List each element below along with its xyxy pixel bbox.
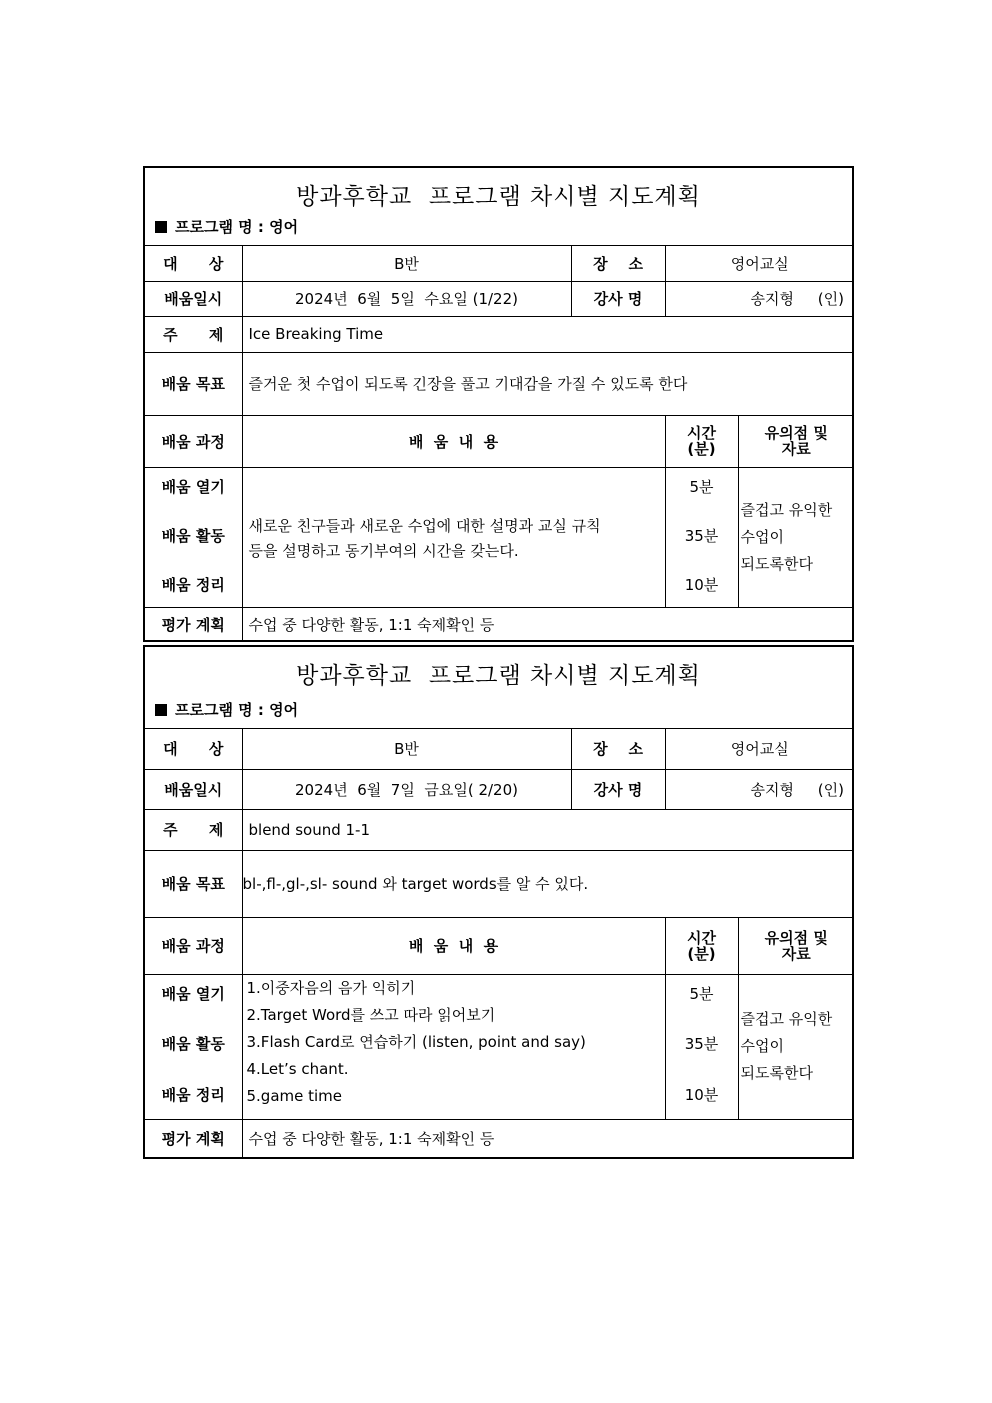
note-line: 되도록한다 <box>740 554 813 573</box>
lesson-plan-2 <box>143 645 854 1159</box>
stage-activity: 배움 활동 <box>161 1035 225 1053</box>
place-value: 영어교실 <box>665 729 854 769</box>
time-opening: 5분 <box>689 477 714 496</box>
stage-closing: 배움 정리 <box>161 575 225 594</box>
stage-opening: 배움 열기 <box>161 477 225 496</box>
eval-row <box>145 1119 854 1157</box>
process-label: 배움 과정 <box>145 917 242 974</box>
stages-cell <box>145 974 242 1119</box>
note-line: 수업이 <box>740 527 784 546</box>
stages-cell <box>145 467 242 607</box>
place-label: 장 소 <box>571 246 665 281</box>
time-closing: 10분 <box>684 1085 719 1104</box>
eval-label: 평가 계획 <box>145 607 242 641</box>
square-bullet-icon <box>155 704 167 716</box>
content-line: 4.Let’s chant. <box>246 1059 349 1078</box>
note-label: 유의점 및 자료 <box>738 415 854 467</box>
process-label: 배움 과정 <box>145 415 242 467</box>
process-row <box>145 467 854 607</box>
eval-value: 수업 중 다양한 활동, 1:1 숙제확인 등 <box>242 607 854 641</box>
date-label: 배움일시 <box>145 281 242 316</box>
content-cell <box>242 974 665 1119</box>
teacher-value: 송지형 (인) <box>665 281 854 316</box>
target-row <box>145 729 854 769</box>
date-value: 2024년 6월 7일 금요일( 2/20) <box>242 769 571 809</box>
date-row <box>145 281 854 316</box>
place-label: 장 소 <box>571 729 665 769</box>
note-line: 즐겁고 유익한 <box>740 1010 833 1028</box>
program-name-text: 프로그램 명 : 영어 <box>175 218 299 236</box>
topic-label: 주 제 <box>145 809 242 850</box>
process-row <box>145 974 854 1119</box>
stage-opening: 배움 열기 <box>161 984 225 1003</box>
content-line: 등을 설명하고 동기부여의 시간을 갖는다. <box>248 541 519 560</box>
date-label: 배움일시 <box>145 769 242 809</box>
content-label: 배 움 내 용 <box>242 917 665 974</box>
program-name-text: 프로그램 명 : 영어 <box>175 701 299 719</box>
time-closing: 10분 <box>684 575 719 594</box>
note-line: 즐겁고 유익한 <box>740 500 833 519</box>
eval-label: 평가 계획 <box>145 1119 242 1157</box>
target-row <box>145 246 854 281</box>
time-activity: 35분 <box>684 1035 719 1053</box>
time-label: 시간 (분) <box>665 917 738 974</box>
teacher-label: 강사 명 <box>571 769 665 809</box>
plan-header <box>145 647 852 729</box>
teacher-label: 강사 명 <box>571 281 665 316</box>
plan-table <box>145 246 854 641</box>
goal-value: 즐거운 첫 수업이 되도록 긴장을 풀고 기대감을 가질 수 있도록 한다 <box>242 352 854 415</box>
time-opening: 5분 <box>689 984 714 1003</box>
square-bullet-icon <box>155 221 167 233</box>
process-header-row <box>145 415 854 467</box>
plan-header <box>145 168 852 246</box>
time-label: 시간 (분) <box>665 415 738 467</box>
topic-value: Ice Breaking Time <box>242 316 854 352</box>
eval-row <box>145 607 854 641</box>
target-value: B반 <box>242 729 571 769</box>
content-line: 2.Target Word를 쓰고 따라 읽어보기 <box>246 1005 496 1024</box>
goal-row <box>145 352 854 415</box>
goal-value: bl-,fl-,gl-,sl- sound 와 target words를 알 수 있다. <box>242 850 854 917</box>
times-cell <box>665 467 738 607</box>
times-cell <box>665 974 738 1119</box>
content-label: 배 움 내 용 <box>242 415 665 467</box>
content-line: 새로운 친구들과 새로운 수업에 대한 설명과 교실 규칙 <box>248 516 601 535</box>
topic-label: 주 제 <box>145 316 242 352</box>
note-cell <box>738 974 854 1119</box>
program-name <box>155 699 298 720</box>
topic-row <box>145 809 854 850</box>
plan-table <box>145 729 854 1157</box>
stage-closing: 배움 정리 <box>161 1085 225 1104</box>
place-value: 영어교실 <box>665 246 854 281</box>
note-line: 되도록한다 <box>740 1064 813 1082</box>
time-activity: 35분 <box>684 526 719 545</box>
content-line: 1.이중자음의 음가 익히기 <box>246 978 416 997</box>
program-name <box>155 216 298 237</box>
target-value: B반 <box>242 246 571 281</box>
goal-label: 배움 목표 <box>145 352 242 415</box>
note-cell <box>738 467 854 607</box>
target-label: 대 상 <box>145 729 242 769</box>
topic-value: blend sound 1-1 <box>242 809 854 850</box>
plan-title: 방과후학교 프로그램 차시별 지도계획 <box>296 184 701 210</box>
teacher-value: 송지형 (인) <box>665 769 854 809</box>
lesson-plan-1 <box>143 166 854 642</box>
content-line: 3.Flash Card로 연습하기 (listen, point and say) <box>246 1032 586 1051</box>
date-row <box>145 769 854 809</box>
note-label: 유의점 및 자료 <box>738 917 854 974</box>
date-value: 2024년 6월 5일 수요일 (1/22) <box>242 281 571 316</box>
stage-activity: 배움 활동 <box>161 526 225 545</box>
topic-row <box>145 316 854 352</box>
target-label: 대 상 <box>145 246 242 281</box>
note-line: 수업이 <box>740 1037 784 1055</box>
process-header-row <box>145 917 854 974</box>
eval-value: 수업 중 다양한 활동, 1:1 숙제확인 등 <box>242 1119 854 1157</box>
goal-label: 배움 목표 <box>145 850 242 917</box>
content-cell <box>242 467 665 607</box>
content-line: 5.game time <box>246 1086 343 1105</box>
goal-row <box>145 850 854 917</box>
plan-title: 방과후학교 프로그램 차시별 지도계획 <box>296 663 701 689</box>
